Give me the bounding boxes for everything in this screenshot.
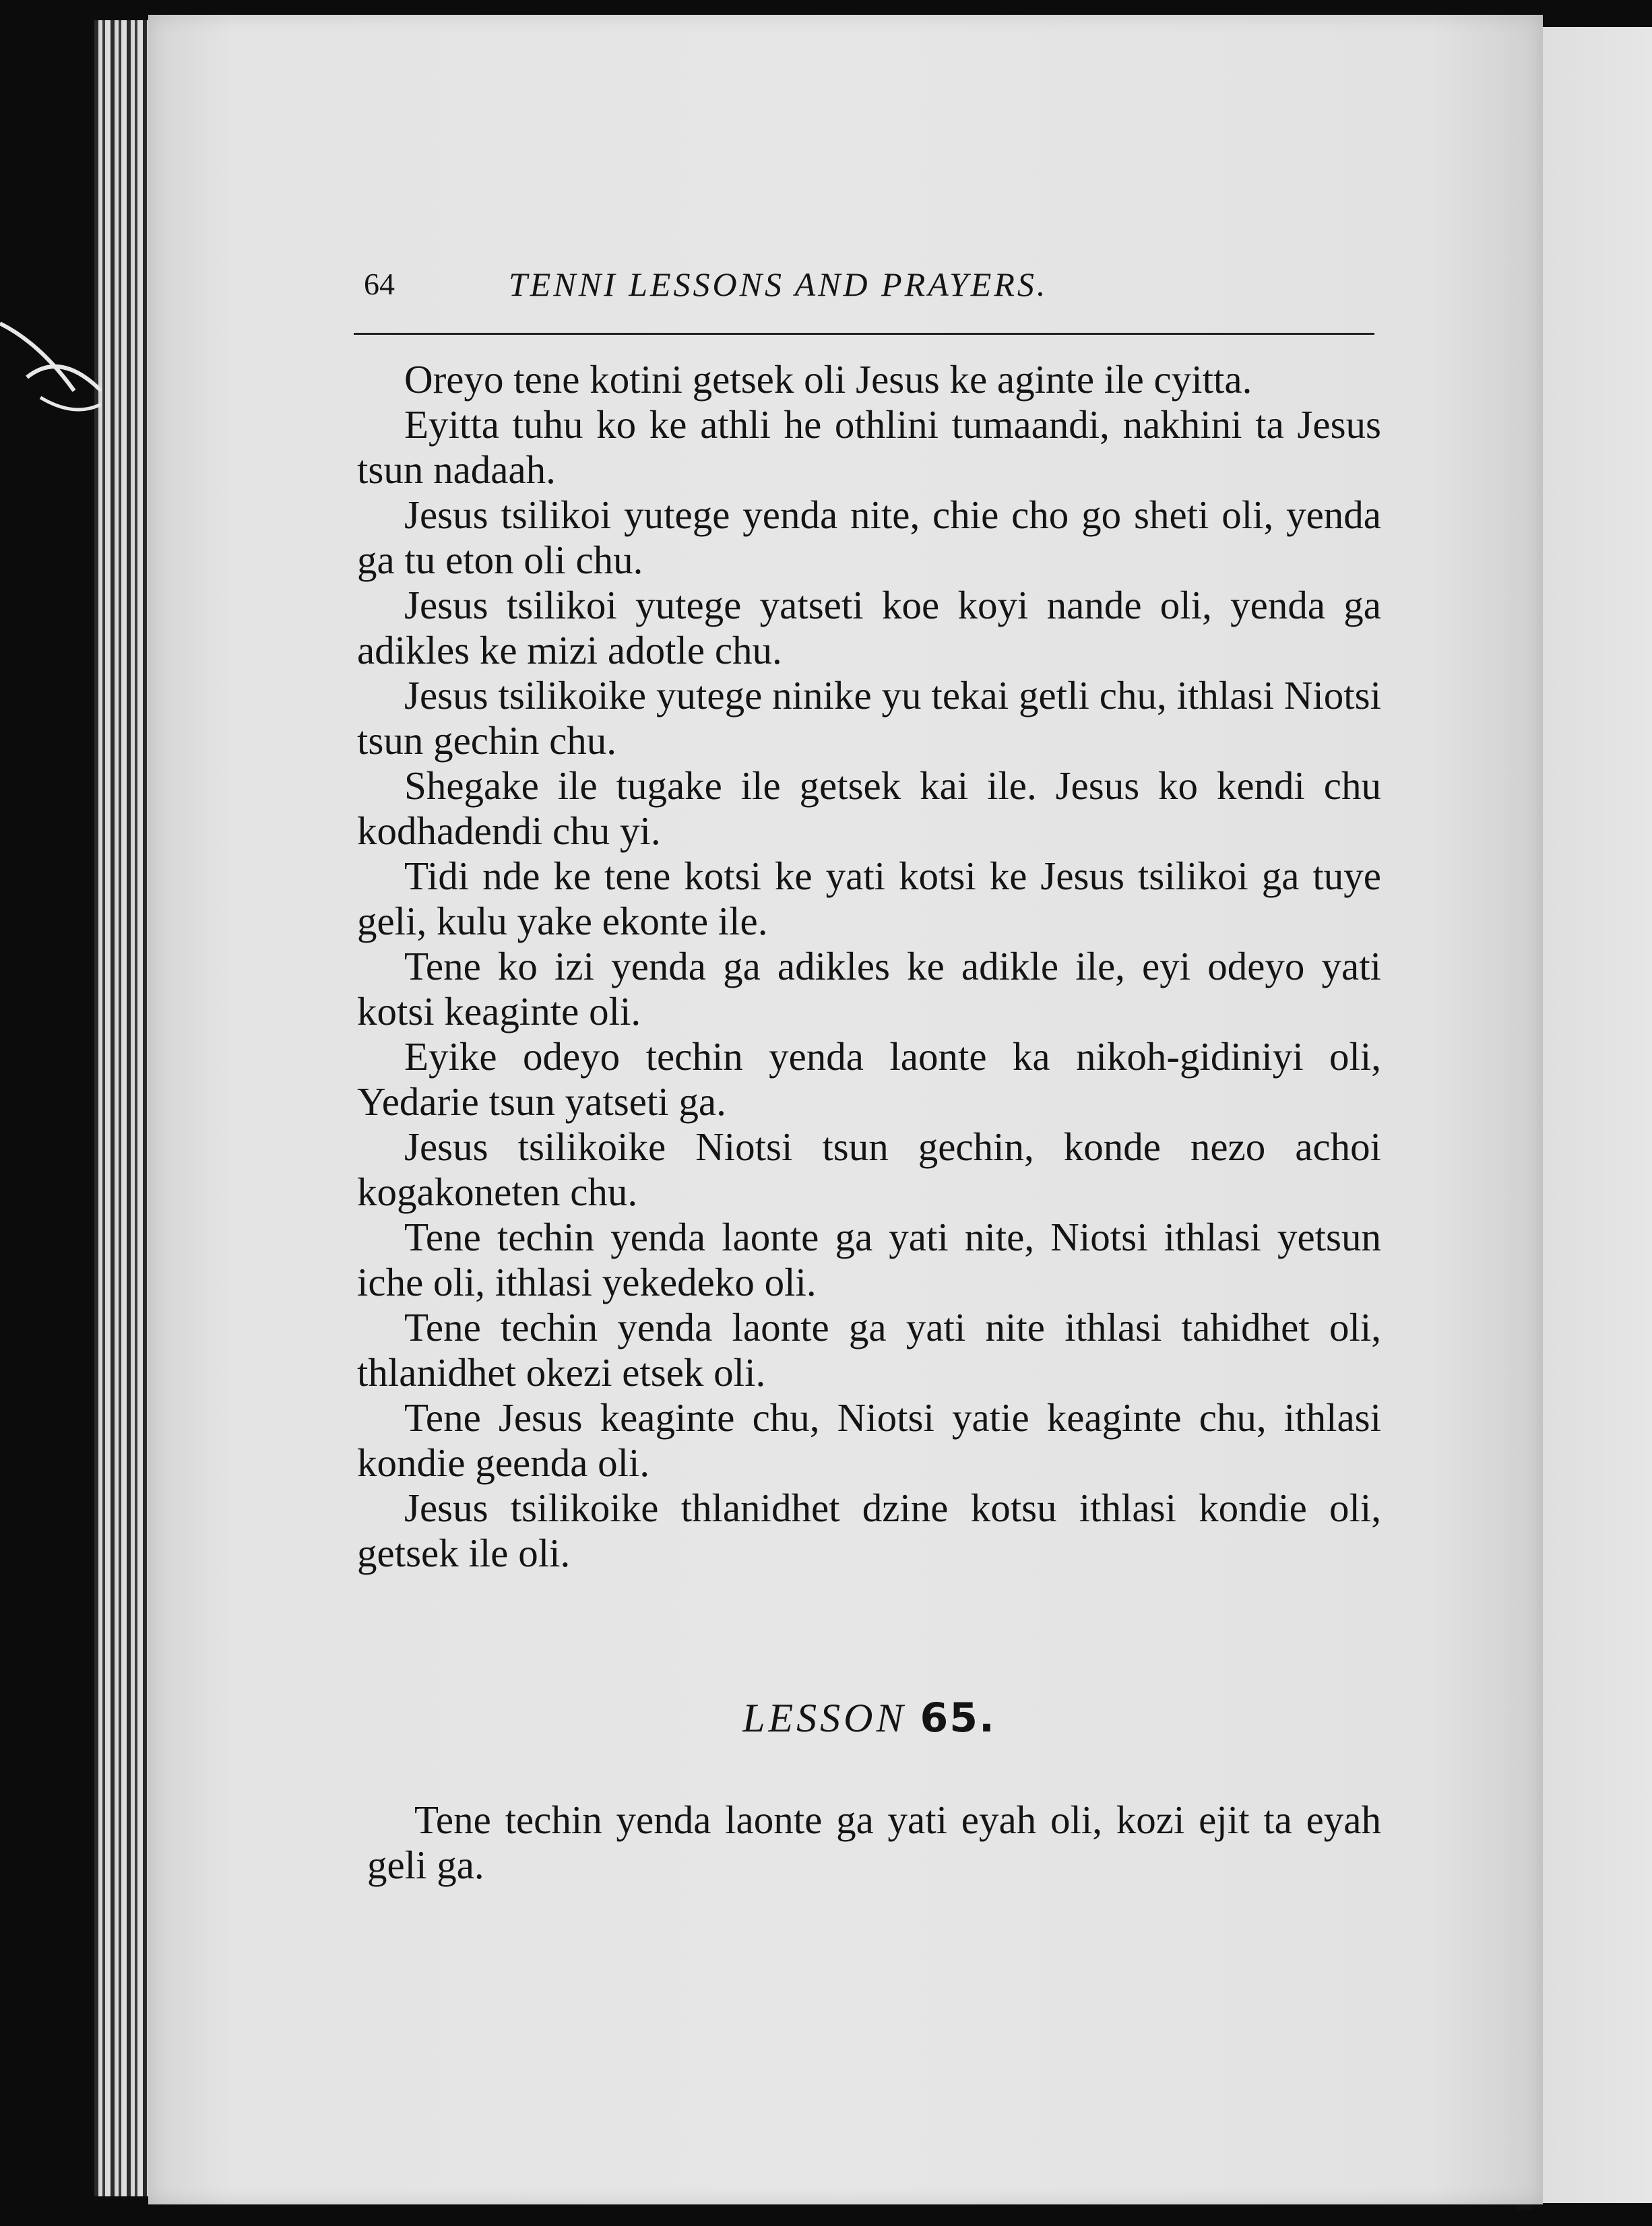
paragraph: Jesus tsilikoi yutege yatseti koe koyi nande oli, yenda ga adikles ke mizi adotle chu. — [357, 583, 1381, 672]
paragraph: Tene techin yenda laonte ga yati eyah oli, kozi ejit ta eyah geli ga. — [367, 1798, 1381, 1887]
paragraph: Tidi nde ke tene kotsi ke yati kotsi ke Jesus tsilikoi ga tuye geli, kulu yake ekonte ile. — [357, 854, 1381, 943]
paragraph: Jesus tsilikoike yutege ninike yu tekai getli chu, ithlasi Niotsi tsun gechin chu. — [357, 673, 1381, 763]
lesson-heading — [357, 1691, 1381, 1745]
facing-page — [1528, 27, 1652, 2203]
page-number: 64 — [364, 267, 395, 301]
corner-bookmark-icon — [0, 296, 108, 431]
paragraph: Tene Jesus keaginte chu, Niotsi yatie keaginte chu, ithlasi kondie geenda oli. — [357, 1395, 1381, 1485]
paragraph: Oreyo tene kotini getsek oli Jesus ke aginte ile cyitta. — [404, 357, 1252, 402]
paragraph: Tene techin yenda laonte ga yati nite ithlasi tahidhet oli, thlanidhet okezi etsek oli. — [357, 1305, 1381, 1395]
paragraph: Tene ko izi yenda ga adikles ke adikle ile, eyi odeyo yati kotsi keaginte oli. — [357, 944, 1381, 1034]
paragraph: Eyike odeyo techin yenda laonte ka nikoh-gidiniyi oli, Yedarie tsun yatseti ga. — [357, 1034, 1381, 1124]
header-rule — [354, 333, 1374, 335]
paragraph: Shegake ile tugake ile getsek kai ile. Jesus ko kendi chu kodhadendi chu yi. — [357, 763, 1381, 853]
paragraph: Jesus tsilikoike Niotsi tsun gechin, konde nezo achoi kogakoneten chu. — [357, 1124, 1381, 1214]
paragraph: Eyitta tuhu ko ke athli he othlini tumaandi, nakhini ta Jesus tsun nadaah. — [357, 402, 1381, 492]
lesson-number: 65. — [920, 1694, 996, 1742]
body-text — [357, 357, 1381, 1576]
paragraph: Tene techin yenda laonte ga yati nite, Niotsi ithlasi yetsun iche oli, ithlasi yekedeko oli. — [357, 1215, 1381, 1304]
lesson-body — [367, 1798, 1381, 1888]
running-title: TENNI LESSONS AND PRAYERS. — [509, 265, 1048, 303]
lesson-word: LESSON — [742, 1696, 907, 1740]
page-header — [364, 257, 1374, 311]
paragraph: Jesus tsilikoi yutege yenda nite, chie cho go sheti oli, yenda ga tu eton oli chu. — [357, 492, 1381, 582]
paragraph: Jesus tsilikoike thlanidhet dzine kotsu ithlasi kondie oli, getsek ile oli. — [357, 1486, 1381, 1575]
